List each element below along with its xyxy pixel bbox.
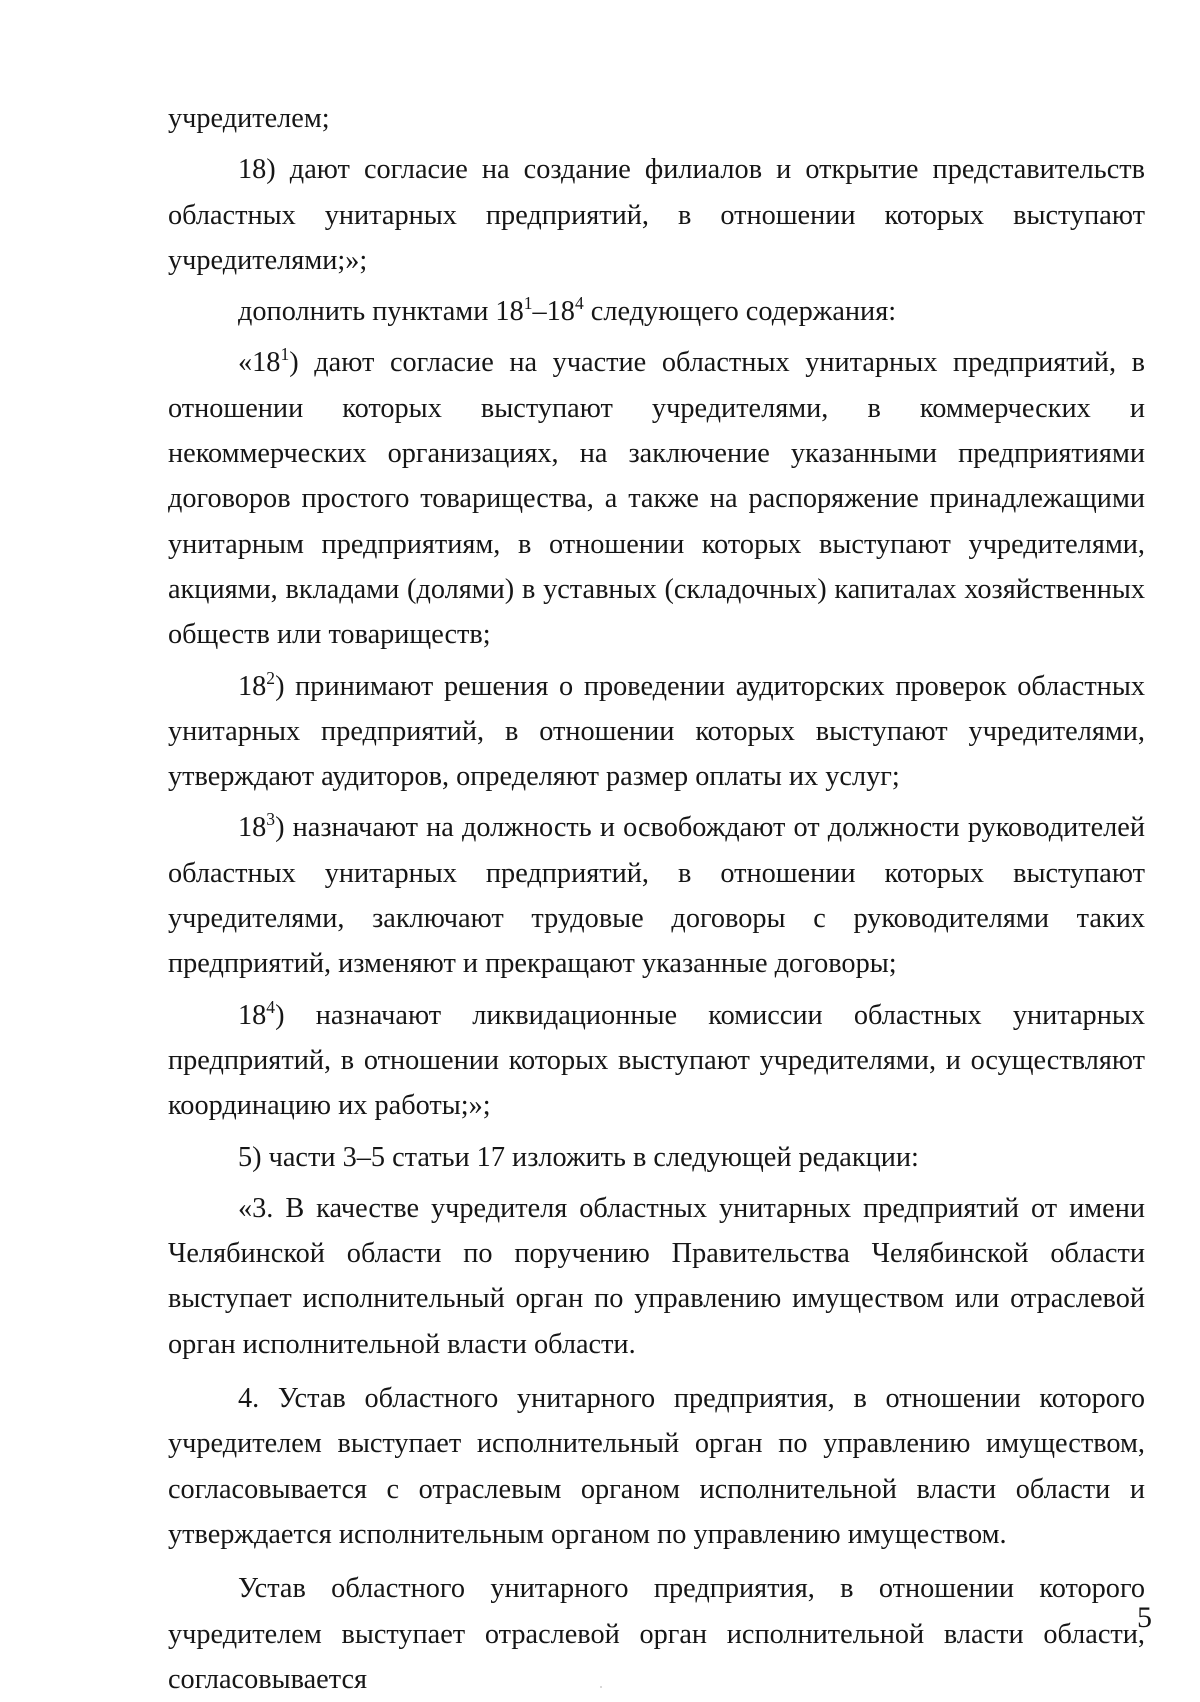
paragraph-item-18: 18) дают согласие на создание филиалов и открытие представительств областных унитарных предприятий, в отношении которых выступают учредителями;»; xyxy=(168,154,1145,276)
text-run: –18 xyxy=(532,296,575,328)
text-run: ) принимают решения о проведении аудиторских проверок областных унитарных предприятий, в отношении которых выступают учредителями, утверждают аудиторов, определяют размер оплаты их услуг; xyxy=(168,670,1145,793)
text-run: ) назначают ликвидационные комиссии областных унитарных предприятий, в отношении которых выступают учредителями, и осуществляют координацию их работы;»; xyxy=(168,999,1145,1122)
text-run: ) назначают на должность и освобождают от должности руководителей областных унитарных предприятий, в отношении которых выступают учредителями, заключают трудовые договоры с руководителями таких предприятий, изменяют и прекращают указанные договоры; xyxy=(168,812,1145,980)
text-run: 18 xyxy=(238,670,267,702)
text-run: 18 xyxy=(238,999,267,1031)
paragraph-item-18-4 xyxy=(168,993,1145,1129)
paragraph-amendment-intro xyxy=(168,289,1145,334)
paragraph-continuation: учредителем; xyxy=(168,103,330,134)
scan-speck xyxy=(600,1686,602,1688)
paragraph-item-5: 5) части 3–5 статьи 17 изложить в следующей редакции: xyxy=(238,1141,919,1173)
superscript: 3 xyxy=(266,809,276,830)
paragraph-part-4: 4. Устав областного унитарного предприятия, в отношении которого учредителем выступает исполнительный орган по управлению имуществом, согласовывается с отраслевым органом исполнительной власти области и утверждается исполнительным органом по управлению имуществом. xyxy=(168,1383,1145,1550)
text-run: 18 xyxy=(238,812,267,844)
paragraph-item-18-2 xyxy=(168,664,1145,800)
superscript: 2 xyxy=(266,667,276,688)
superscript: 1 xyxy=(280,344,290,365)
text-run: следующего содержания: xyxy=(583,296,897,328)
document-body xyxy=(168,96,1145,1702)
superscript: 1 xyxy=(523,293,533,314)
superscript: 4 xyxy=(574,293,584,314)
superscript: 4 xyxy=(266,996,276,1017)
text-run: «18 xyxy=(238,347,281,379)
text-run: дополнить пунктами 18 xyxy=(238,296,524,328)
page-number: 5 xyxy=(1137,1601,1152,1634)
paragraph-charter: Устав областного унитарного предприятия, в отношении которого учредителем выступает отраслевой орган исполнительной власти области, согласовывается xyxy=(168,1573,1145,1695)
paragraph-item-18-1 xyxy=(168,340,1145,657)
text-run: ) дают согласие на участие областных унитарных предприятий, в отношении которых выступают учредителями, в коммерческих и некоммерческих организациях, на заключение указанными предприятиями договоров простого товарищества, а также на распоряжение принадлежащими унитарным предприятиям, в отношении которых выступают учредителями, акциями, вкладами (долями) в уставных (складочных) капиталах хозяйственных обществ или товариществ; xyxy=(168,347,1145,651)
paragraph-item-18-3 xyxy=(168,805,1145,986)
paragraph-part-3: «3. В качестве учредителя областных унитарных предприятий от имени Челябинской области по поручению Правительства Челябинской области выступает исполнительный орган по управлению имуществом или отраслевой орган исполнительной власти области. xyxy=(168,1192,1145,1360)
